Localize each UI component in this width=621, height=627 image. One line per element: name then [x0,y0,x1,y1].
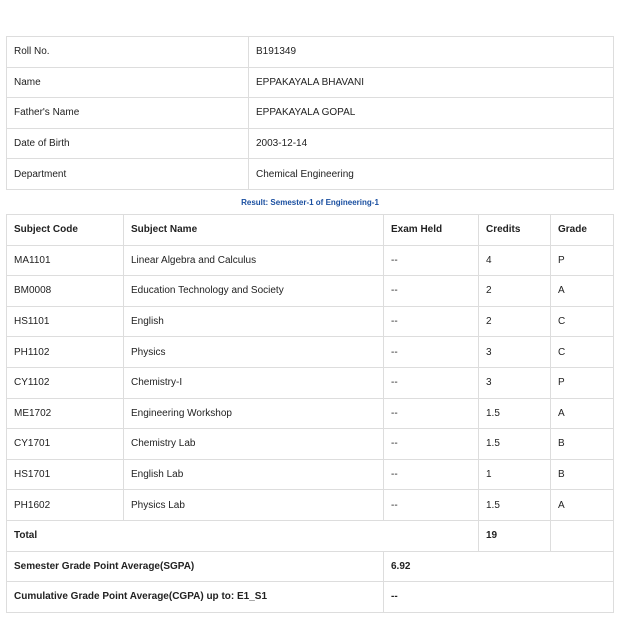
subject-name: Physics [124,337,384,368]
grade: A [551,398,614,429]
cgpa-label: Cumulative Grade Point Average(CGPA) up to: E1_S1 [7,582,384,613]
credits: 1 [479,459,551,490]
grade: B [551,459,614,490]
subject-code: BM0008 [7,276,124,307]
subject-name: Education Technology and Society [124,276,384,307]
subject-code: CY1102 [7,367,124,398]
table-row [7,306,614,337]
info-row-department [7,159,614,190]
subject-code: HS1101 [7,306,124,337]
result-caption: Result: Semester-1 of Engineering-1 [241,198,379,207]
sgpa-row [7,551,614,582]
credits: 3 [479,337,551,368]
info-label: Father's Name [7,98,249,129]
exam-held: -- [384,276,479,307]
credits: 1.5 [479,429,551,460]
subject-code: HS1701 [7,459,124,490]
table-row [7,459,614,490]
exam-held: -- [384,337,479,368]
info-label: Date of Birth [7,128,249,159]
credits: 2 [479,276,551,307]
exam-held: -- [384,398,479,429]
info-row-roll-no [7,37,614,68]
subject-code: PH1602 [7,490,124,521]
subject-name: Physics Lab [124,490,384,521]
grade: P [551,245,614,276]
table-row [7,490,614,521]
header-subject-name: Subject Name [124,215,384,246]
exam-held: -- [384,490,479,521]
grade: C [551,337,614,368]
subject-name: English [124,306,384,337]
credits: 4 [479,245,551,276]
exam-held: -- [384,459,479,490]
grade: A [551,490,614,521]
info-value: 2003-12-14 [249,128,614,159]
subject-code: CY1701 [7,429,124,460]
header-exam-held: Exam Held [384,215,479,246]
info-row-name [7,67,614,98]
total-row [7,520,614,551]
grade: A [551,276,614,307]
student-info-table [6,36,614,190]
subject-code: MA1101 [7,245,124,276]
info-row-date-of-birth [7,128,614,159]
table-row [7,398,614,429]
info-value: EPPAKAYALA BHAVANI [249,67,614,98]
subject-name: Chemistry Lab [124,429,384,460]
info-label: Name [7,67,249,98]
subject-code: PH1102 [7,337,124,368]
header-grade: Grade [551,215,614,246]
grade: P [551,367,614,398]
header-subject-code: Subject Code [7,215,124,246]
info-value: EPPAKAYALA GOPAL [249,98,614,129]
grade: C [551,306,614,337]
subject-name: Chemistry-I [124,367,384,398]
cgpa-row [7,582,614,613]
exam-held: -- [384,429,479,460]
table-row [7,276,614,307]
credits: 1.5 [479,490,551,521]
credits: 1.5 [479,398,551,429]
info-value: Chemical Engineering [249,159,614,190]
exam-held: -- [384,367,479,398]
info-row-fathers-name [7,98,614,129]
subject-name: Linear Algebra and Calculus [124,245,384,276]
sgpa-value: 6.92 [384,551,614,582]
result-table [6,214,614,613]
exam-held: -- [384,306,479,337]
cgpa-value: -- [384,582,614,613]
subject-name: Engineering Workshop [124,398,384,429]
info-label: Roll No. [7,37,249,68]
info-value: B191349 [249,37,614,68]
table-row [7,429,614,460]
grade: B [551,429,614,460]
table-row [7,367,614,398]
total-credits: 19 [479,520,551,551]
sgpa-label: Semester Grade Point Average(SGPA) [7,551,384,582]
total-grade-empty [551,520,614,551]
subject-name: English Lab [124,459,384,490]
table-row [7,245,614,276]
subject-code: ME1702 [7,398,124,429]
credits: 2 [479,306,551,337]
total-label: Total [7,520,479,551]
exam-held: -- [384,245,479,276]
result-header-row [7,215,614,246]
header-credits: Credits [479,215,551,246]
table-row [7,337,614,368]
credits: 3 [479,367,551,398]
info-label: Department [7,159,249,190]
